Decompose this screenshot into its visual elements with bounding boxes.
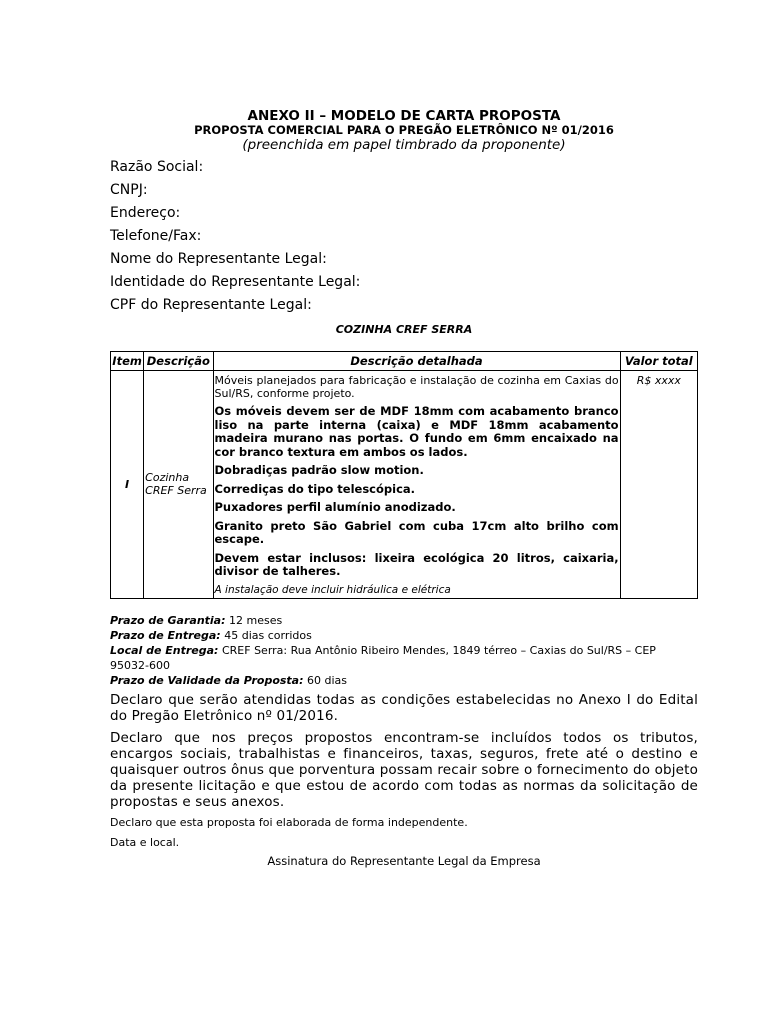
warranty-label: Prazo de Garantia: <box>110 613 226 627</box>
cell-descricao-detalhada <box>213 371 620 599</box>
delivery-value: 45 dias corridos <box>220 628 312 642</box>
field-razao-social: Razão Social: <box>110 159 204 175</box>
warranty-value: 12 meses <box>225 613 283 627</box>
delivery-line <box>110 628 698 643</box>
declaration-conditions: Declaro que serão atendidas todas as condições estabelecidas no Anexo I do Edital do Pregão Eletrônico nº 01/2016. <box>110 691 698 724</box>
cell-descricao: Cozinha CREF Serra <box>144 371 213 599</box>
detail-slides: Corrediças do tipo telescópica. <box>214 481 416 496</box>
detail-granite: Granito preto São Gabriel com cuba 17cm alto brilho com escape. <box>214 518 619 546</box>
declaration-independent: Declaro que esta proposta foi elaborada de forma independente. <box>110 815 468 829</box>
company-fields <box>110 156 698 317</box>
cell-item: I <box>111 371 144 599</box>
validity-value: 60 dias <box>303 673 348 687</box>
location-value: CREF Serra: Rua Antônio Ribeiro Mendes, 1849 térreo – Caxias do Sul/RS – CEP 95032-600 <box>110 643 656 672</box>
header-descricao-detalhada: Descrição detalhada <box>213 352 620 371</box>
section-title: COZINHA CREF SERRA <box>335 323 473 336</box>
delivery-label: Prazo de Entrega: <box>110 628 221 642</box>
detail-intro: Móveis planejados para fabricação e instalação de cozinha em Caxias do Sul/RS, conforme projeto. <box>214 374 619 400</box>
warranty-line <box>110 613 698 628</box>
location-line <box>110 643 698 673</box>
header-item: Item <box>111 352 144 371</box>
table-header-row <box>111 352 698 371</box>
doc-note: (preenchida em papel timbrado da proponente) <box>242 137 566 153</box>
doc-subtitle: PROPOSTA COMERCIAL PARA O PREGÃO ELETRÔNICO Nº 01/2016 <box>194 123 614 137</box>
field-cpf-representante: CPF do Representante Legal: <box>110 297 312 313</box>
document-page <box>110 108 698 868</box>
validity-label: Prazo de Validade da Proposta: <box>110 673 304 687</box>
detail-materials: Os móveis devem ser de MDF 18mm com acabamento branco liso na parte interna (caixa) e MDF 18mm acabamento madeira murano nas portas. O fundo em 6mm encaixado na cor branco textura em ambos os lados. <box>214 404 619 459</box>
detail-handles: Puxadores perfil alumínio anodizado. <box>214 500 456 514</box>
header-descricao: Descrição <box>144 352 213 371</box>
detail-installation-note: A instalação deve incluir hidráulica e elétrica <box>214 583 451 596</box>
header-valor-total: Valor total <box>620 352 697 371</box>
validity-line <box>110 673 698 688</box>
location-label: Local de Entrega: <box>110 643 219 657</box>
field-endereco: Endereço: <box>110 205 181 221</box>
field-cnpj: CNPJ: <box>110 182 148 198</box>
doc-title: ANEXO II – MODELO DE CARTA PROPOSTA <box>247 108 561 124</box>
date-place: Data e local. <box>110 835 180 849</box>
field-nome-representante: Nome do Representante Legal: <box>110 251 327 267</box>
cell-valor-total: R$ xxxx <box>620 371 697 599</box>
proposal-table <box>110 351 698 599</box>
signature-line: Assinatura do Representante Legal da Empresa <box>267 853 541 868</box>
declaration-prices: Declaro que nos preços propostos encontram-se incluídos todos os tributos, encargos sociais, trabalhistas e financeiros, taxas, seguros, frete até o destino e quaisquer outros ônus que porventura possam recair sobre o fornecimento do objeto da presente licitação e que estou de acordo com todas as normas da solicitação de propostas e seus anexos. <box>110 729 698 810</box>
detail-hinges: Dobradiças padrão slow motion. <box>214 463 424 477</box>
table-row <box>111 371 698 599</box>
field-telefone: Telefone/Fax: <box>110 228 202 244</box>
terms-block <box>110 613 698 688</box>
detail-included: Devem estar inclusos: lixeira ecológica 20 litros, caixaria, divisor de talheres. <box>214 550 619 578</box>
field-identidade-representante: Identidade do Representante Legal: <box>110 274 361 290</box>
